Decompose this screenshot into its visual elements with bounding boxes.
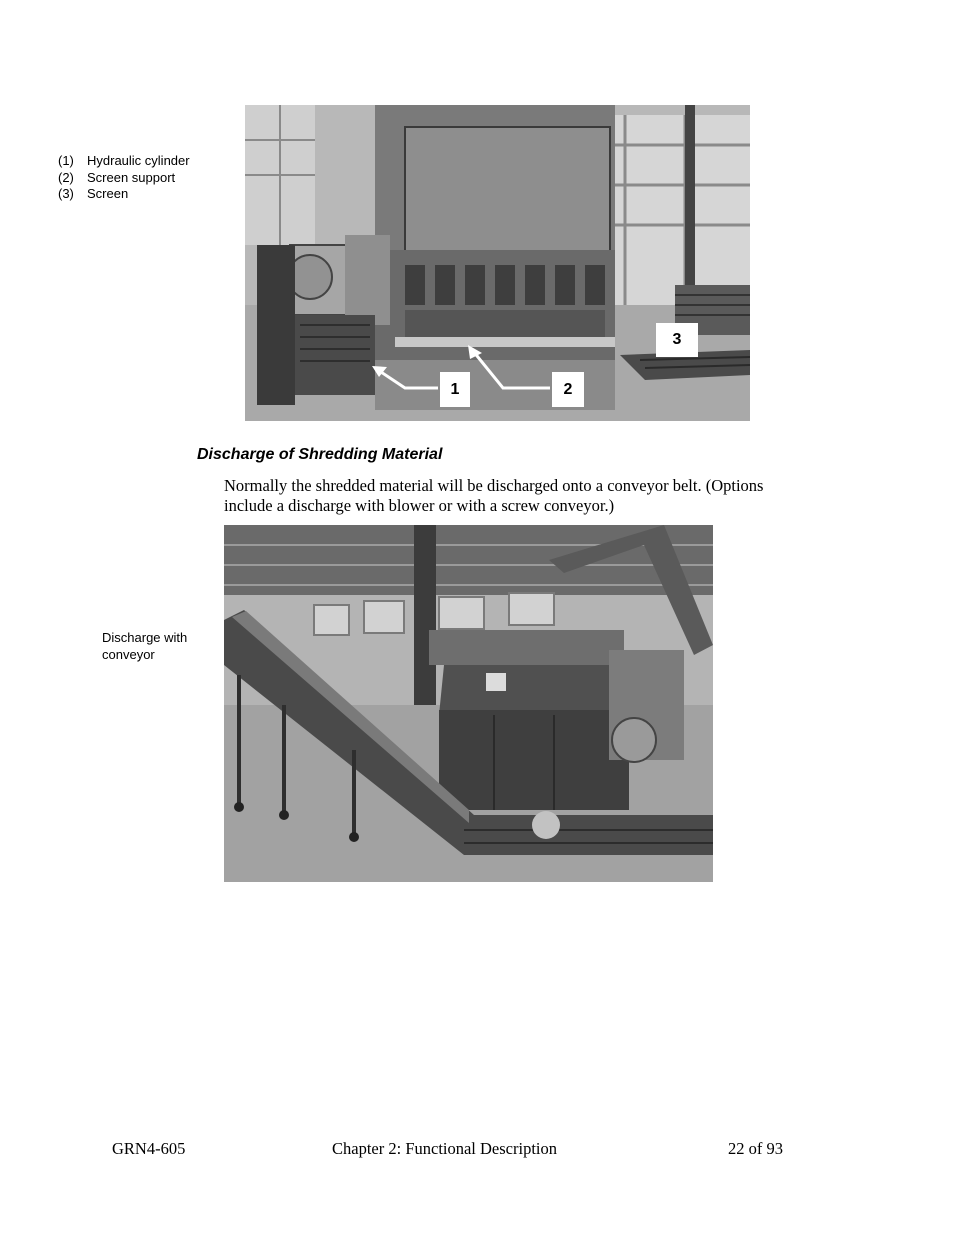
legend-number: (2)	[58, 169, 74, 185]
figure2-caption: Discharge with conveyor	[102, 630, 188, 662]
legend-number: (3)	[58, 186, 74, 201]
shredder-machine-photo	[245, 105, 750, 421]
legend-item-screen	[58, 186, 190, 203]
footer-chapter-title: Chapter 2: Functional Description	[332, 1139, 557, 1158]
conveyor-illustration	[224, 525, 713, 882]
legend-label: Screen	[87, 186, 129, 201]
callout-1: 1	[440, 372, 470, 407]
legend-label: Hydraulic cylinder	[87, 153, 190, 168]
footer-document-id: GRN4-605	[112, 1139, 186, 1158]
legend-item-hydraulic-cylinder	[58, 153, 190, 170]
shredder-illustration	[245, 105, 750, 421]
section-body-text: Normally the shredded material will be discharged onto a conveyor belt. (Options include a discharge with blower or with a screw conveyor.)	[224, 476, 764, 515]
figure1-legend	[58, 153, 190, 203]
legend-item-screen-support	[58, 170, 190, 187]
callout-3: 3	[656, 323, 698, 357]
footer-page-number: 22 of 93	[728, 1139, 783, 1158]
legend-label: Screen support	[87, 169, 176, 185]
callout-2: 2	[552, 372, 584, 407]
legend-number: (1)	[58, 153, 74, 168]
discharge-conveyor-photo	[224, 525, 713, 882]
section-heading: Discharge of Shredding Material	[197, 446, 443, 463]
